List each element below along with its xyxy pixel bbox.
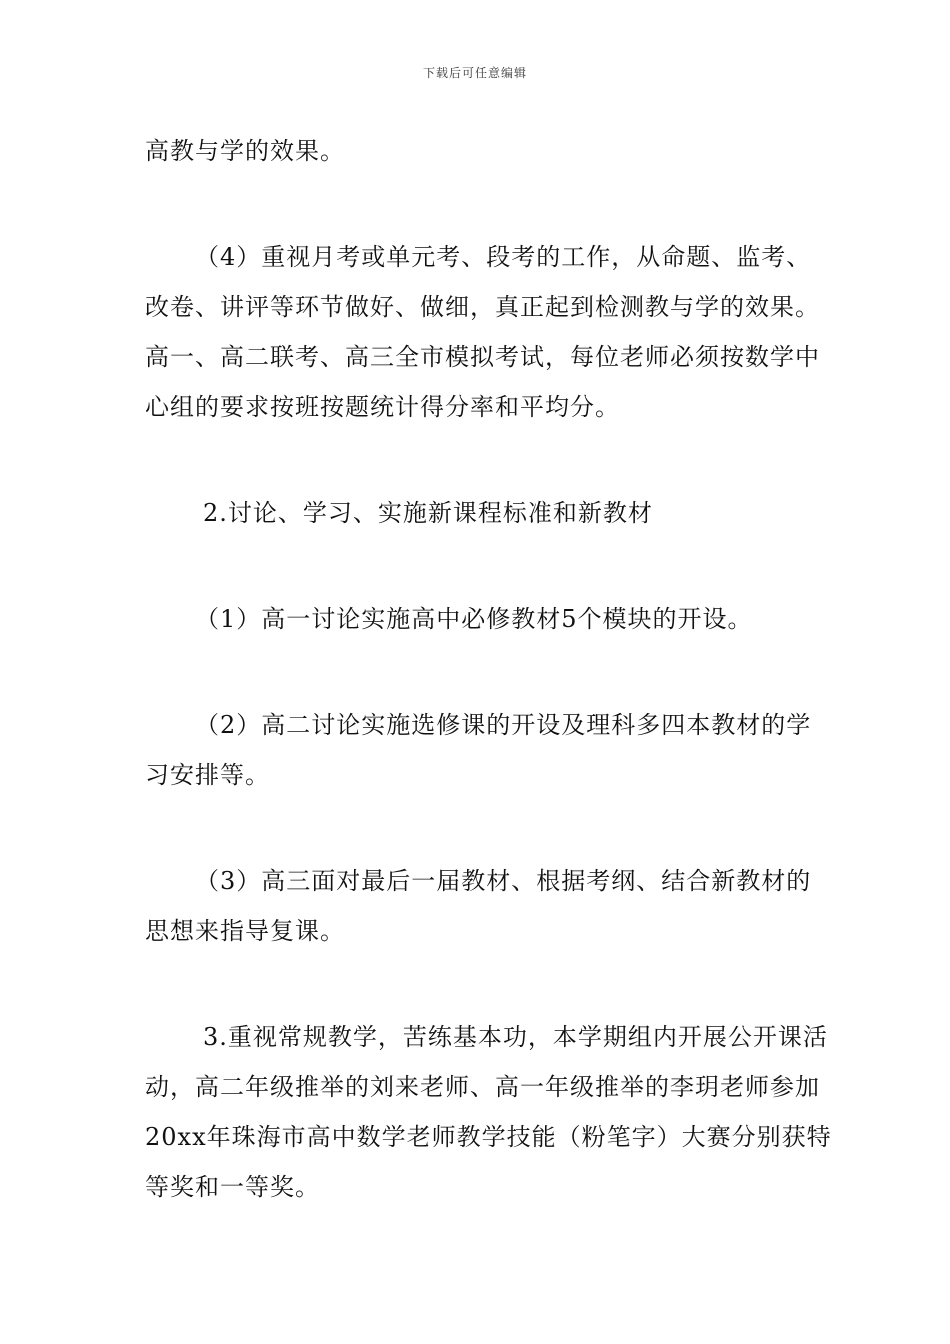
- document-body: [145, 126, 835, 1212]
- paragraph-spacer: [145, 644, 835, 700]
- paragraph-spacer: [145, 538, 835, 594]
- paragraph-spacer: [145, 432, 835, 488]
- paragraph-continuation: 高教与学的效果。: [145, 137, 345, 165]
- section-paragraph-3: 3.重视常规教学，苦练基本功，本学期组内开展公开课活动，高二年级推举的刘来老师、高一年级推举的李玥老师参加20xx年珠海市高中数学老师教学技能（粉笔字）大赛分别获特等奖和一等奖。: [145, 1023, 832, 1201]
- paragraph-item-1: （1）高一讨论实施高中必修教材5个模块的开设。: [195, 605, 753, 633]
- page-header: 下载后可任意编辑: [422, 66, 527, 80]
- paragraph-item-3: （3）高三面对最后一届教材、根据考纲、结合新教材的思想来指导复课。: [145, 867, 812, 945]
- section-heading-2: 2.讨论、学习、实施新课程标准和新教材: [203, 499, 653, 527]
- paragraph-item-2: （2）高二讨论实施选修课的开设及理科多四本教材的学习安排等。: [145, 711, 812, 789]
- paragraph-item-4: （4）重视月考或单元考、段考的工作，从命题、监考、改卷、讲评等环节做好、做细，真正起到检测教与学的效果。高一、高二联考、高三全市模拟考试，每位老师必须按数学中心组的要求按班按题统计得分率和平均分。: [145, 243, 820, 421]
- paragraph-spacer: [145, 956, 835, 1012]
- paragraph-spacer: [145, 176, 835, 232]
- paragraph-spacer: [145, 800, 835, 856]
